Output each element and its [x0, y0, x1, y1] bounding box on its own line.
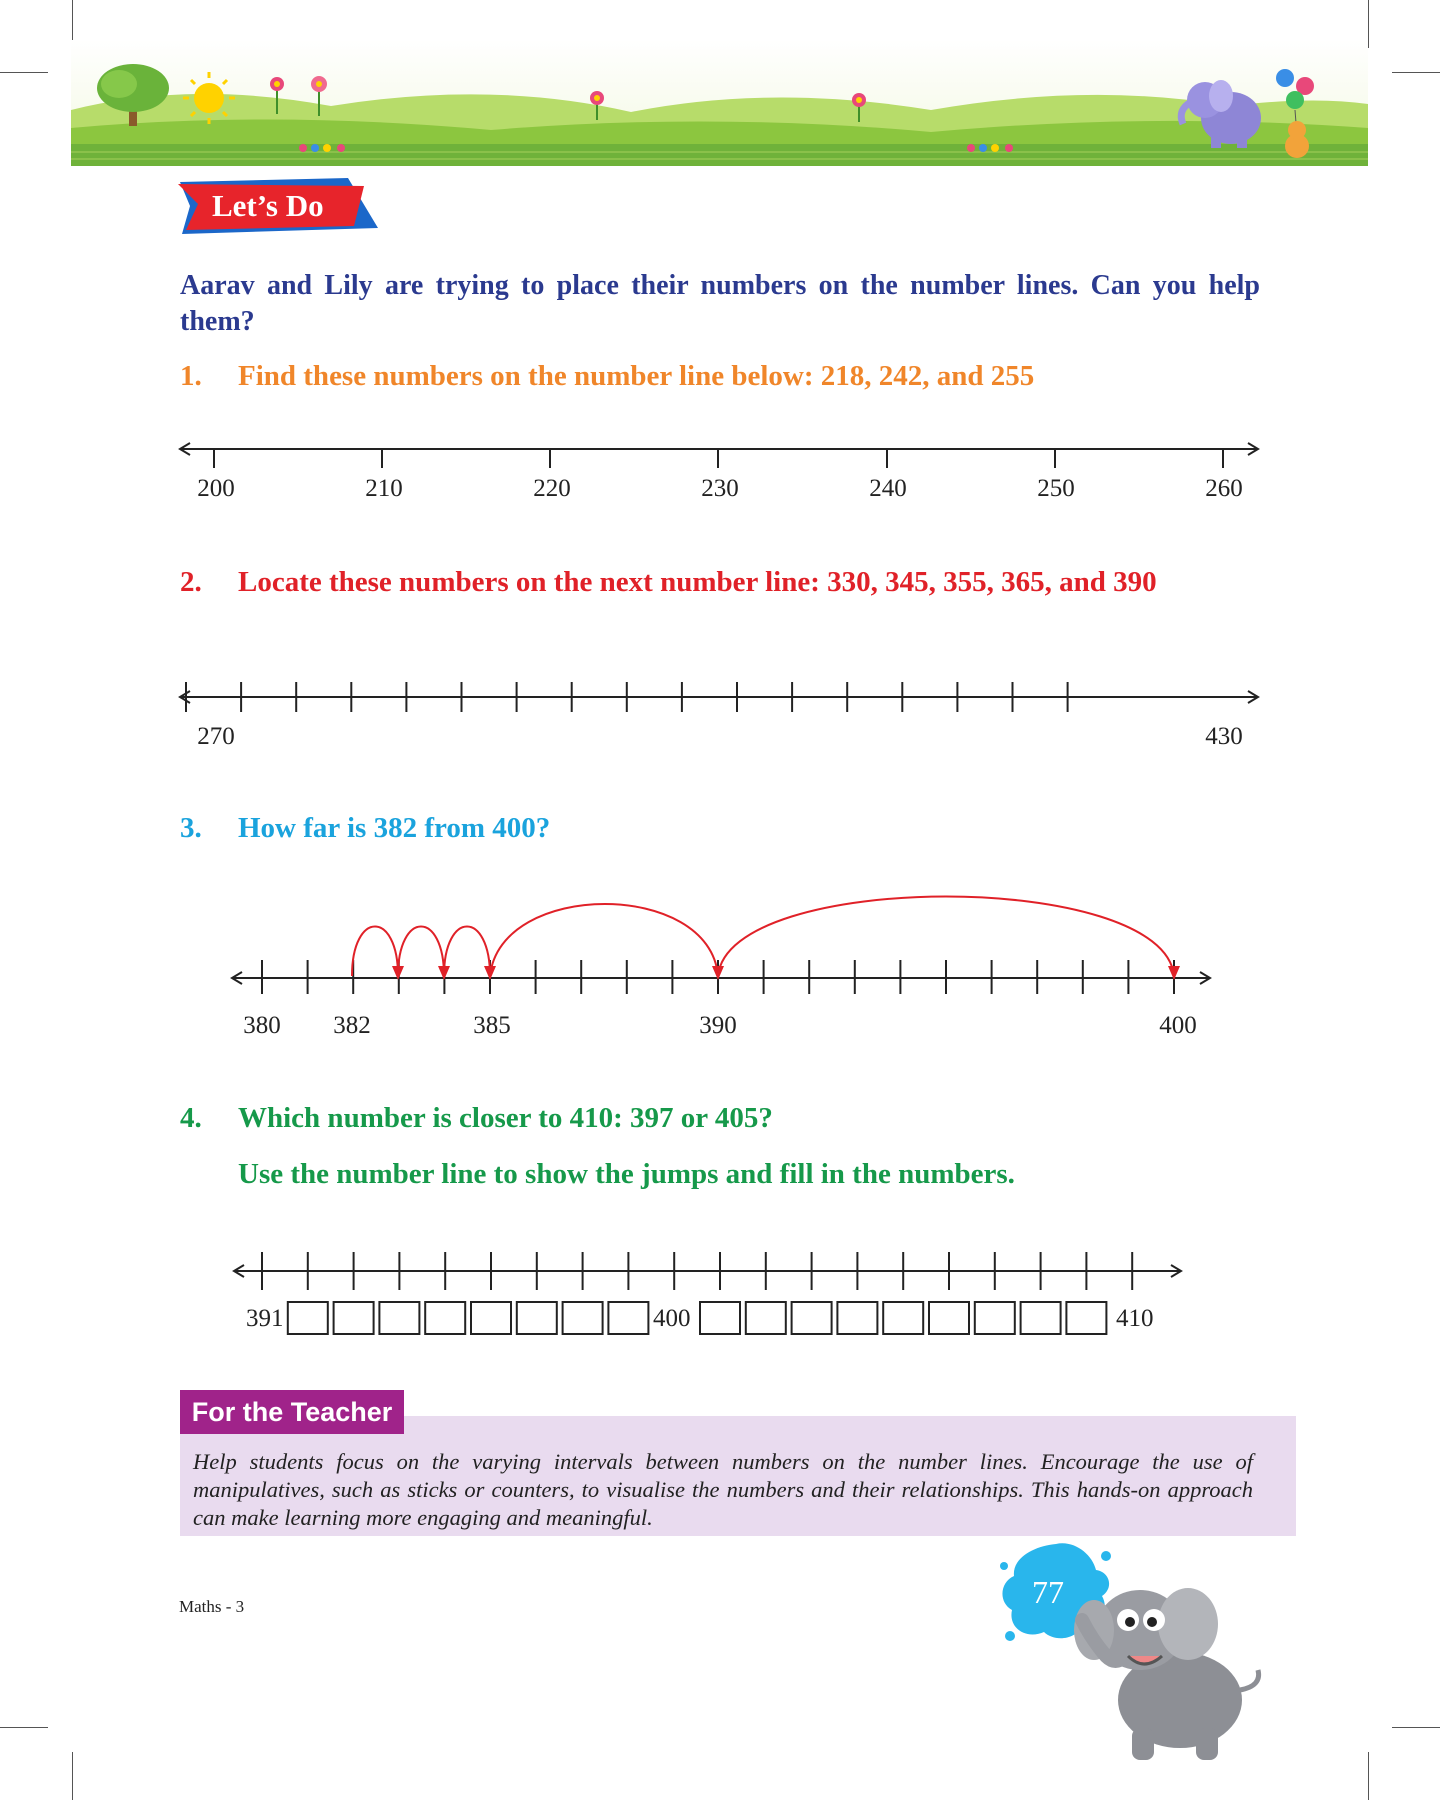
answer-box[interactable]: [837, 1302, 877, 1334]
crop-mark: [0, 1727, 48, 1728]
answer-box[interactable]: [1021, 1302, 1061, 1334]
start-label: 391: [246, 1305, 284, 1332]
tick-label: 382: [333, 1012, 371, 1039]
tick-label: 385: [473, 1012, 511, 1039]
tick-label: 250: [1037, 475, 1075, 502]
question-4-instruction: Use the number line to show the jumps and fill in the numbers.: [238, 1158, 1015, 1190]
page-number: 77: [1032, 1574, 1064, 1610]
answer-box[interactable]: [929, 1302, 969, 1334]
crop-mark: [72, 1752, 73, 1800]
tick-label: 390: [699, 1012, 737, 1039]
tick-label: 230: [701, 475, 739, 502]
tick-label: 260: [1205, 475, 1243, 502]
answer-box[interactable]: [425, 1302, 465, 1334]
question-number: 3.: [180, 812, 202, 844]
answer-box[interactable]: [563, 1302, 603, 1334]
question-text: Locate these numbers on the next number line: 330, 345, 355, 365, and 390: [238, 566, 1157, 598]
elephant-mascot-icon: [1070, 1560, 1270, 1770]
intro-text: Aarav and Lily are trying to place their numbers on the number lines. Can you help them?: [180, 270, 1260, 337]
end-label: 430: [1205, 723, 1243, 750]
middle-label: 400: [653, 1305, 691, 1332]
footer-subject: Maths - 3: [179, 1597, 245, 1616]
tick-label: 200: [197, 475, 235, 502]
tick-label: 210: [365, 475, 403, 502]
crop-mark: [1392, 1727, 1440, 1728]
question-text: How far is 382 from 400?: [238, 812, 551, 844]
answer-box[interactable]: [608, 1302, 648, 1334]
answer-box[interactable]: [517, 1302, 557, 1334]
tick-label: 400: [1159, 1012, 1197, 1039]
answer-box[interactable]: [471, 1302, 511, 1334]
lets-do-label: Let’s Do: [212, 188, 324, 223]
answer-box[interactable]: [883, 1302, 923, 1334]
question-number: 2.: [180, 566, 202, 598]
question-text: Which number is closer to 410: 397 or 405?: [238, 1102, 773, 1134]
answer-box[interactable]: [746, 1302, 786, 1334]
answer-box[interactable]: [792, 1302, 832, 1334]
tick-label: 380: [243, 1012, 281, 1039]
start-label: 270: [197, 723, 235, 750]
tick-label: 240: [869, 475, 907, 502]
answer-box[interactable]: [334, 1302, 374, 1334]
teacher-note-text: Help students focus on the varying intervals between numbers on the number lines. Encourage the use of manipulatives, such as sticks or counters, to visualise the numbers and their relationships. This hands-on approach can make learning more engaging and meaningful.: [193, 1449, 1253, 1530]
question-number: 4.: [180, 1102, 202, 1134]
question-number: 1.: [180, 360, 202, 392]
answer-box[interactable]: [1066, 1302, 1106, 1334]
answer-box[interactable]: [288, 1302, 328, 1334]
crop-mark: [1368, 1752, 1369, 1800]
question-text: Find these numbers on the number line below: 218, 242, and 255: [238, 360, 1035, 392]
tick-label: 220: [533, 475, 571, 502]
answer-box[interactable]: [975, 1302, 1015, 1334]
answer-box[interactable]: [379, 1302, 419, 1334]
teacher-note-title: For the Teacher: [180, 1390, 404, 1434]
answer-box[interactable]: [700, 1302, 740, 1334]
end-label: 410: [1116, 1305, 1154, 1332]
